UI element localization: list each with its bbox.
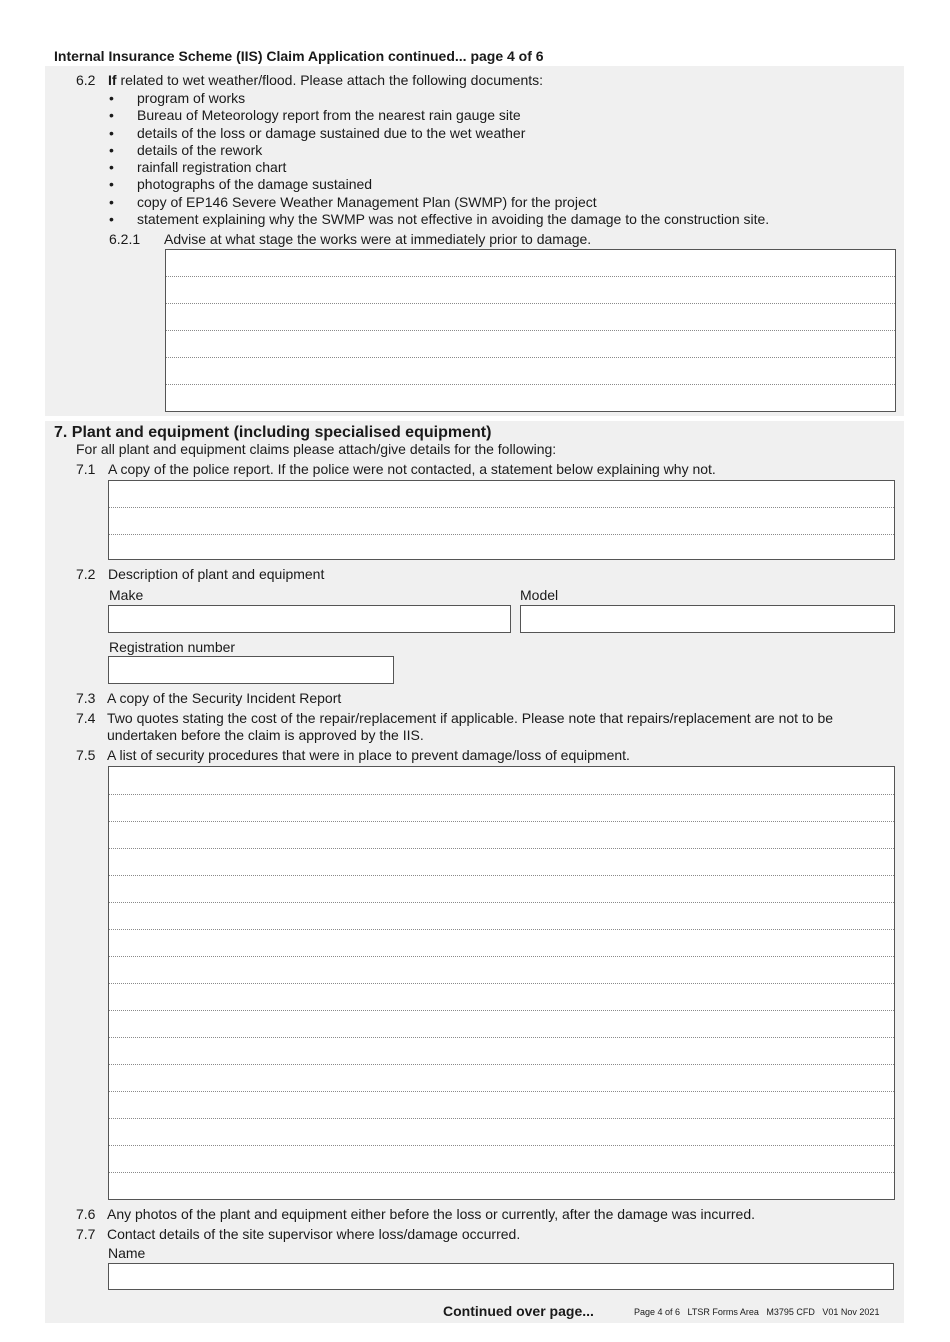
writing-line [109,1145,894,1146]
writing-line [109,929,894,930]
item-number-7-6: 7.6 [76,1206,96,1222]
model-field[interactable] [520,605,895,633]
item-7-3-text: A copy of the Security Incident Report [107,690,342,706]
document-checklist-item: • statement explaining why the SWMP was not effective in avoiding the damage to the construction site. [109,211,769,228]
document-checklist-item: • rainfall registration chart [109,159,769,176]
document-checklist-item: • details of the rework [109,142,769,159]
item-6-2-body: related to wet weather/flood. Please attach the following documents: [116,72,544,88]
model-label: Model [520,587,559,603]
writing-line [109,821,894,822]
make-label: Make [109,587,144,603]
works-stage-textarea[interactable] [165,249,896,412]
police-report-textarea[interactable] [108,480,895,560]
item-number-7-5: 7.5 [76,747,96,763]
writing-line [109,1091,894,1092]
if-bold: If [108,72,117,88]
item-7-7-text: Contact details of the site supervisor where loss/damage occurred. [107,1226,521,1242]
item-7-5-text: A list of security procedures that were in place to prevent damage/loss of equipment. [107,747,630,763]
registration-label: Registration number [109,639,236,655]
item-7-4-line2: undertaken before the claim is approved by the IIS. [107,727,424,743]
item-7-6-text: Any photos of the plant and equipment either before the loss or currently, after the damage was incurred. [107,1206,756,1222]
document-checklist-item: • photographs of the damage sustained [109,176,769,193]
item-number-7-4: 7.4 [76,710,96,726]
writing-line [109,1010,894,1011]
item-7-1-text: A copy of the police report. If the police were not contacted, a statement below explaining why not. [108,461,716,477]
document-checklist-item: • details of the loss or damage sustained due to the wet weather [109,125,769,142]
security-procedures-textarea[interactable] [108,766,895,1200]
document-checklist-item: • copy of EP146 Severe Weather Management Plan (SWMP) for the project [109,194,769,211]
name-label: Name [108,1245,146,1261]
writing-line [109,983,894,984]
item-7-4-line1: Two quotes stating the cost of the repair/replacement if applicable. Please note that repairs/replacement are not to be [107,710,834,726]
item-number-7-2: 7.2 [76,566,96,582]
section-7-intro: For all plant and equipment claims please attach/give details for the following: [76,441,557,457]
section-7-title: 7. Plant and equipment (including specialised equipment) [54,424,492,441]
writing-line [109,848,894,849]
footer-meta: Page 4 of 6 LTSR Forms Area M3795 CFD V01 Nov 2021 [634,1307,880,1317]
writing-line [109,794,894,795]
page-header: Internal Insurance Scheme (IIS) Claim Application continued... page 4 of 6 [54,48,544,64]
document-checklist [109,90,769,228]
item-6-2-text [108,72,543,88]
continued-note: Continued over page... [443,1303,594,1319]
writing-line [109,1037,894,1038]
item-7-2-text: Description of plant and equipment [108,566,325,582]
writing-line [109,902,894,903]
item-6-2-1-text: Advise at what stage the works were at immediately prior to damage. [164,231,592,247]
item-number-6-2: 6.2 [76,72,96,88]
supervisor-name-field[interactable] [108,1263,894,1290]
registration-field[interactable] [108,656,394,684]
writing-line [109,1118,894,1119]
item-number-6-2-1: 6.2.1 [109,231,141,247]
writing-line [109,956,894,957]
document-checklist-item: • Bureau of Meteorology report from the nearest rain gauge site [109,107,769,124]
item-number-7-1: 7.1 [76,461,96,477]
item-number-7-7: 7.7 [76,1226,96,1242]
document-checklist-item: • program of works [109,90,769,107]
writing-line [109,1064,894,1065]
make-field[interactable] [108,605,511,633]
writing-line [109,1172,894,1173]
item-number-7-3: 7.3 [76,690,96,706]
writing-line [109,875,894,876]
